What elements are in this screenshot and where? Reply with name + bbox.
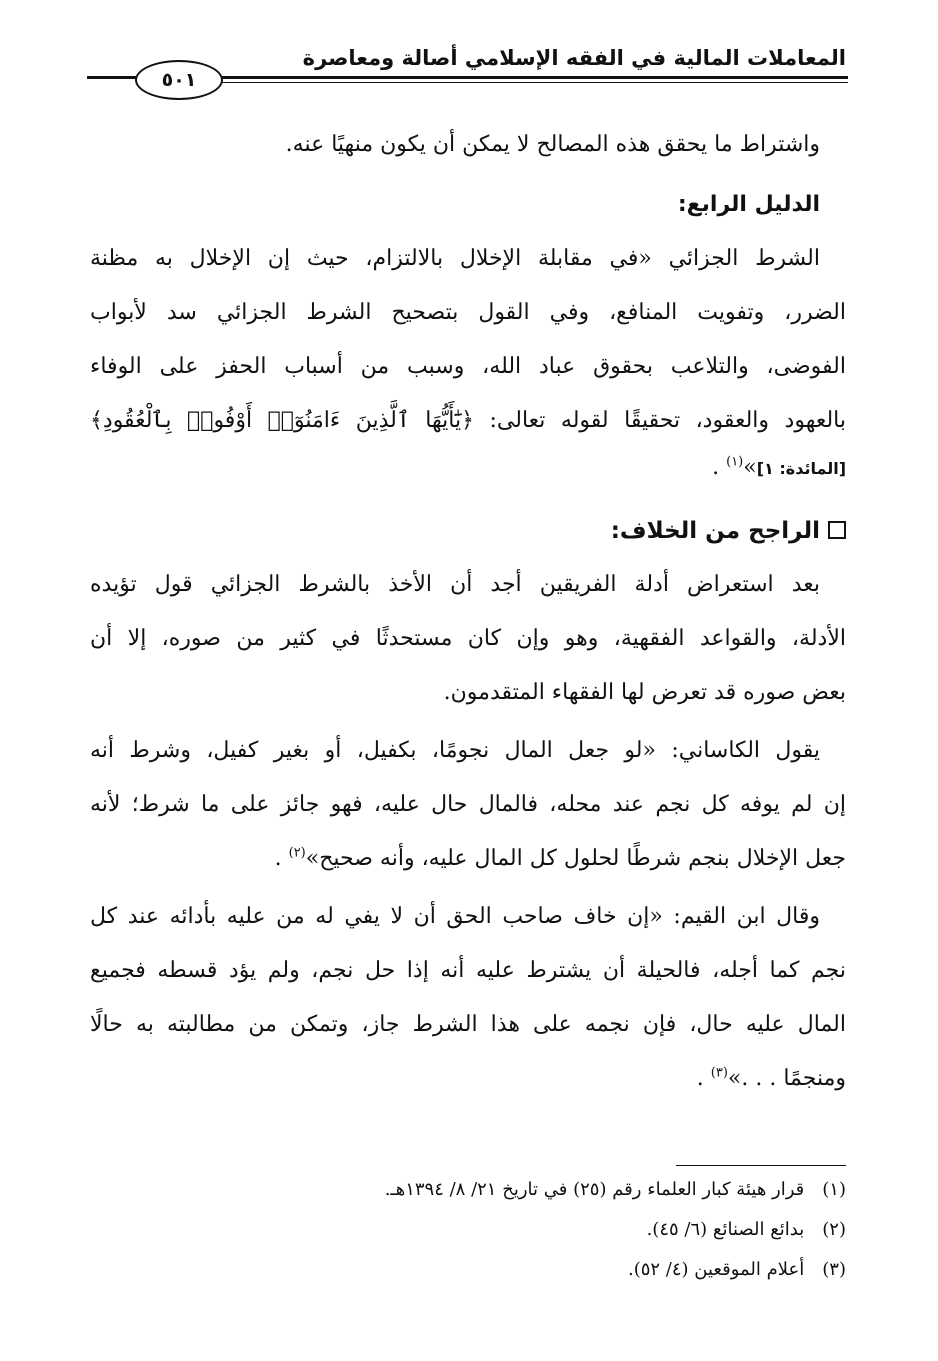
page-number-text: ٥٠١: [161, 69, 197, 91]
footnote-separator: [676, 1165, 846, 1166]
footnote-mark: (٣): [710, 1065, 728, 1081]
preferred-heading-line: [90, 504, 846, 558]
paragraph-line: بعد استعراض أدلة الفريقين أجد أن الأخذ بالشرط الجزائي قول تؤيده: [90, 572, 820, 597]
paragraph-line: الشرط الجزائي «في مقابلة الإخلال بالالتزام، حيث إن الإخلال به مظنة: [90, 246, 820, 271]
continuation-line: واشتراط ما يحقق هذه المصالح لا يمكن أن يكون منهيًا عنه.: [285, 132, 820, 157]
footnote-text: أعلام الموقعين (٤/ ٥٢).: [627, 1259, 805, 1280]
qayyim-last-line: [90, 1052, 846, 1106]
checkbox-icon: [828, 521, 846, 539]
paragraph-line: بعض صوره قد تعرض لها الفقهاء المتقدمون.: [443, 680, 846, 705]
preferred-heading: الراجح من الخلاف:: [610, 518, 820, 544]
footnote-number: (٢): [822, 1219, 846, 1240]
footnote-item: [90, 1210, 846, 1250]
running-title: المعاملات المالية في الفقه الإسلامي أصالة ومعاصرة: [302, 46, 846, 70]
paragraph-line: ومنجمًا . . .»: [727, 1066, 846, 1091]
paragraph-line: الفوضى، والتلاعب بحقوق عباد الله، وسبب من أسباب الحفز على الوفاء: [90, 354, 846, 379]
period: .: [712, 455, 720, 480]
period: .: [274, 846, 282, 871]
paragraph-line: جعل الإخلال بنجم شرطًا لحلول كل المال عليه، وأنه صحيح»: [305, 846, 846, 871]
verse-reference-line: [90, 448, 846, 494]
paragraph-line: الأدلة، والقواعد الفقهية، وهو وإن كان مستحدثًا في كثير من صوره، إلا أن: [90, 626, 846, 651]
header-rule-thin: [222, 82, 848, 83]
kasani-last-line: [90, 832, 846, 886]
evidence-heading: الدليل الرابع:: [677, 192, 820, 217]
paragraph-line: إن لم يوفه كل نجم عند محله، فالمال حال عليه، فهو جائز على ما شرط؛ لأنه: [90, 792, 846, 817]
paragraph-line: يقول الكاساني: «لو جعل المال نجومًا، بكفيل، أو بغير كفيل، وشرط أنه: [90, 738, 820, 763]
footnote-number: (٣): [822, 1259, 846, 1280]
quote-close: »: [743, 455, 757, 480]
paragraph-line: وقال ابن القيم: «إن خاف صاحب الحق أن لا يفي له من عليه بأدائه عند كل: [90, 904, 820, 929]
footnote-mark: (٢): [288, 845, 306, 861]
period: .: [696, 1066, 704, 1091]
footnote-mark: (١): [726, 454, 744, 470]
main-text: [90, 118, 846, 1106]
footnote-text: بدائع الصنائع (٦/ ٤٥).: [646, 1219, 805, 1240]
verse-reference: [المائدة: ١]: [756, 459, 846, 478]
paragraph-line: الضرر، وتفويت المنافع، وفي القول بتصحيح الشرط الجزائي سد لأبواب: [90, 300, 846, 325]
page-number: [135, 60, 223, 100]
paragraph-line: المال عليه حال، فإن نجمه على هذا الشرط جاز، وتمكن من مطالبته به حالًا: [90, 1012, 846, 1037]
footnote-text: قرار هيئة كبار العلماء رقم (٢٥) في تاريخ ٢١/ ٨/ ١٣٩٤هـ.: [384, 1179, 805, 1200]
paragraph-line: نجم كما أجله، فالحيلة أن يشترط عليه أنه إذا حل نجم، ولم يؤد قسطه فجميع: [90, 958, 846, 983]
footnotes: [90, 1170, 846, 1290]
footnote-item: [90, 1170, 846, 1210]
paragraph-line: بالعهود والعقود، تحقيقًا لقوله تعالى: ﴿يَٰٓأَيُّهَا ٱلَّذِينَ ءَامَنُوٓا۟ أَوْفُوا۟ بِٱلْعُقُودِ﴾: [90, 408, 846, 433]
footnote-number: (١): [822, 1179, 846, 1200]
footnote-item: [90, 1250, 846, 1290]
